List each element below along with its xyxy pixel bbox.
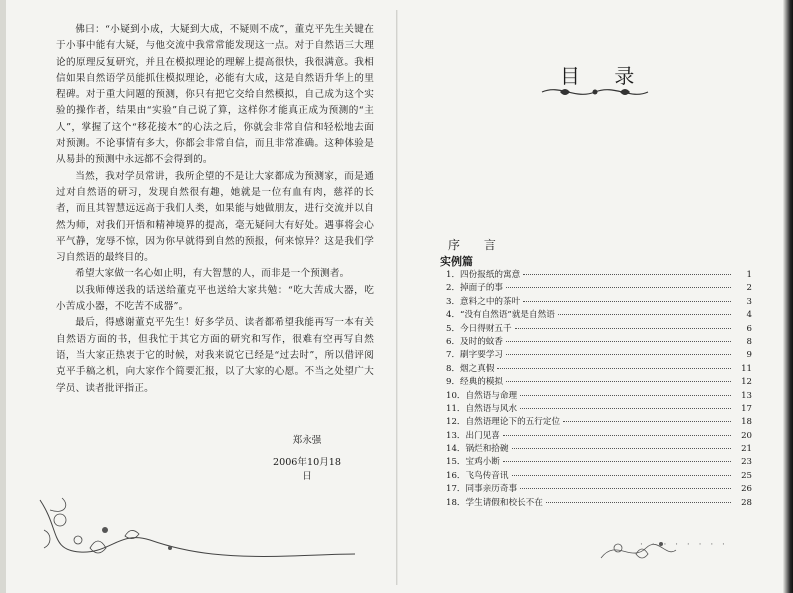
paragraph-3: 希望大家做一名心如止明，有大智慧的人，而非是一个预测者。 (75, 268, 350, 280)
toc-leader (503, 461, 731, 462)
toc-leader (506, 381, 731, 382)
toc-entry-label: 5．今日得财五千 (446, 323, 512, 334)
toc-leader (506, 341, 731, 342)
title-flourish-icon (540, 84, 650, 100)
toc-entry-label: 1．四份报纸的寓意 (446, 270, 521, 280)
toc-leader (512, 448, 732, 449)
toc-entry-page: 3 (746, 296, 752, 307)
toc-entry-page: 21 (741, 444, 752, 455)
floral-ornament-icon (30, 490, 360, 570)
toc-entry (446, 402, 752, 415)
toc-entry-page: 23 (741, 457, 752, 468)
section-heading: 实例篇 (440, 255, 473, 268)
preface-heading: 序 言 (448, 238, 506, 252)
toc-entry-label: 6．及时的蚊香 (446, 336, 504, 347)
toc-entry-page: 13 (741, 390, 752, 401)
toc-entry (446, 375, 752, 388)
toc-entry (446, 362, 752, 375)
toc-entry-page: 20 (741, 430, 752, 441)
toc-entry (446, 281, 752, 294)
toc-entry-page: 6 (746, 323, 752, 334)
toc-leader (523, 274, 731, 275)
toc-leader (558, 314, 731, 315)
toc-leader (515, 328, 731, 329)
toc-entry (446, 442, 752, 455)
toc-title: 目 录 (560, 64, 649, 88)
toc-entry-page: 2 (746, 283, 752, 294)
toc-leader (506, 287, 731, 288)
toc-entry (446, 308, 752, 321)
toc-entry (446, 469, 752, 482)
toc-entry-label: 17．同事亲历奇事 (446, 484, 518, 495)
toc-entry (446, 348, 752, 361)
paragraph-4: 以我师傅送我的话送给董克平也送给大家共勉：“吃大苦成大器，吃小苦成小器，不吃苦不成器”。 (56, 284, 374, 313)
toc-entry-label: 16．飞鸟传音讯 (446, 470, 509, 481)
toc-entry-label: 12．自然语理论下的五行定位 (446, 417, 561, 428)
toc-entry-page: 18 (741, 417, 752, 428)
signature-block (272, 432, 342, 482)
toc-entry-label: 8．烟之真假 (446, 363, 495, 374)
paragraph-2: 当然，我对学员常讲，我所企望的不是让大家都成为预测家，而是通过对自然语的研习，发现自然很有趣，她就是一位有血有肉，慈祥的长者，而且其智慧远远高于我们人类，如果能与她做朋友，进行交流并以自然为师，对我们开悟和精神境界的提高，毫无疑问大有好处。遇事将会心平气静，宠辱不惊，因为你早就得到自然的预报，何来惊异？这是我们学习自然语的最终目的。 (56, 170, 374, 264)
toc-entry-label: 4．“没有自然语”就是自然语 (446, 310, 555, 321)
toc-entry-label: 14．锅烂和拾碗 (446, 444, 509, 455)
paragraph-5: 最后，得感谢董克平先生！好多学员、读者都希望我能再写一本有关自然语方面的书，但我忙于其它方面的研究和写作，很难有空再写自然语，当大家正热衷于它的时候，对我来说它已经是“过去时”，所以借评阅克平手稿之机，向大家作个简要汇报，以了大家的心愿。不当之处望广大学员、读者批评指正。 (56, 317, 374, 394)
toc-entry (446, 335, 752, 348)
toc-entry-page: 26 (741, 484, 752, 495)
toc-entry-page: 8 (746, 336, 752, 347)
toc-entry-label: 9．经典的模拟 (446, 377, 504, 388)
toc-entry-page: 1 (746, 270, 752, 280)
toc-entry-page: 9 (746, 350, 752, 361)
toc-leader (546, 502, 731, 503)
toc-entry (446, 389, 752, 402)
toc-leader (512, 475, 732, 476)
toc-leader (520, 395, 731, 396)
toc-entry (446, 429, 752, 442)
toc-leader (497, 368, 731, 369)
toc-entry (446, 295, 752, 308)
toc-entry (446, 415, 752, 428)
toc-entry-label: 3．意料之中的茶叶 (446, 296, 521, 307)
page-edge-right (783, 0, 793, 593)
toc-entry-page: 17 (741, 403, 752, 414)
toc-entry (446, 268, 752, 281)
toc-entry-label: 15．宝鸡小断 (446, 457, 500, 468)
toc-leader (523, 301, 731, 302)
toc-entry-label: 13．出门见喜 (446, 430, 500, 441)
signature-date: 2006年10月18日 (272, 457, 342, 482)
toc-entry (446, 496, 752, 509)
toc-list (446, 268, 752, 509)
toc-entry (446, 322, 752, 335)
paragraph-1: 佛曰：“小疑到小成，大疑到大成，不疑则不成”，董克平先生关键在于小事中能有大疑，与他交流中我常常能发现这一点。对于自然语三大理论的原理反复研究，并且在模拟理论的理解上提高很快，我很满意。我相信如果自然语学员能抓住模拟理论，必能有大成，这是自然语升华上的里程碑。对于重大问题的预测，你只有把它交给自然模拟，自己成为这个实验的操作者，结果由“实验”自己说了算，这样你才能真正成为预测的“主人”，掌握了这个“移花接木”的心法之后，你就会非常自信和轻松地去面对预测。不论事情有多大，你都会非常自信，而且非常准确。这种体验是从易卦的预测中永远都不会得到的。 (56, 24, 374, 166)
toc-entry-page: 4 (746, 310, 752, 321)
toc-entry-label: 10．自然语与命理 (446, 390, 518, 401)
left-page-text (56, 22, 374, 397)
toc-entry-page: 11 (741, 363, 752, 374)
toc-leader (520, 488, 731, 489)
toc-entry-label: 7．刷字要学习 (446, 350, 504, 361)
toc-entry-label: 11．自然语与风水 (446, 403, 518, 414)
toc-leader (563, 421, 731, 422)
toc-entry-page: 25 (741, 470, 752, 481)
toc-entry (446, 455, 752, 468)
book-gutter (396, 10, 398, 585)
toc-entry-label: 18．学生请假和校长不在 (446, 497, 543, 508)
toc-leader (520, 408, 731, 409)
toc-leader (506, 354, 731, 355)
toc-entry-page: 28 (741, 497, 752, 508)
toc-entry-label: 2．掉面子的事 (446, 283, 504, 294)
page-edge-left (0, 0, 6, 593)
toc-entry (446, 482, 752, 495)
decorative-dots: · · · · · · · · (640, 540, 728, 550)
toc-entry-page: 12 (741, 377, 752, 388)
toc-leader (503, 435, 731, 436)
author-name: 郑永强 (292, 435, 322, 446)
